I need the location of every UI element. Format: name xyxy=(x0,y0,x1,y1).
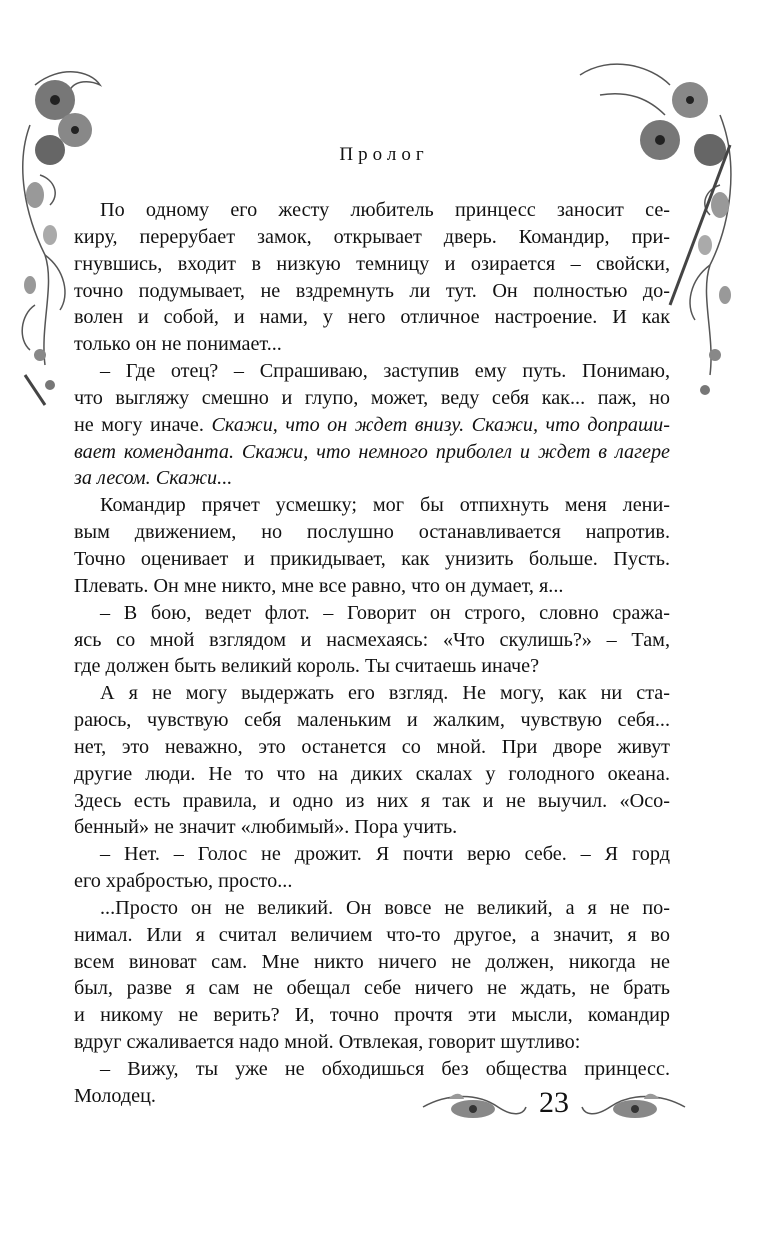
text-line: нимал. Или я считал величием что-то другое, а значит, я во xyxy=(74,923,670,946)
text-line: был, разве я сам не обещал себе ничего не ждать, не брать xyxy=(74,977,670,1000)
text-line: гнувшись, входит в низкую темницу и озирается – свойски, xyxy=(74,252,670,275)
text-line: не могу иначе. Скажи, что он ждет внизу. Скажи, что допраши- xyxy=(74,413,670,436)
text-line: – Вижу, ты уже не обходишься без общества принцесс. xyxy=(100,1058,670,1080)
text-line: – Где отец? – Спрашиваю, заступив ему путь. Понимаю, xyxy=(100,360,670,383)
text-line: вает коменданта. Скажи, что немного приболел и ждет в лагере xyxy=(74,440,670,463)
page-number: 23 xyxy=(539,1086,569,1119)
text-line: бенный» не значит «любимый». Пора учить. xyxy=(74,816,458,839)
text-line: волен и собой, и нами, у него отличное настроение. И как xyxy=(74,306,670,329)
text-line: вдруг сжаливается надо мной. Отвлекая, говорит шутливо: xyxy=(74,1031,581,1054)
text-line: его храбростью, просто... xyxy=(74,870,293,893)
text-line: По одному его жесту любитель принцесс заносит се- xyxy=(100,199,670,221)
text-line: Молодец. xyxy=(74,1084,156,1107)
text-line: раюсь, чувствую себя маленьким и жалким, чувствую себя... xyxy=(74,709,670,732)
text-line: Плевать. Он мне никто, мне все равно, что он думает, я... xyxy=(74,574,564,597)
text-line: только он не понимает... xyxy=(74,333,282,356)
text-line: всем виноват сам. Мне никто ничего не должен, никогда не xyxy=(74,950,670,973)
text-line: другие люди. Не то что на диких скалах у голодного океана. xyxy=(74,762,670,785)
text-line: нет, это неважно, это останется со мной. При дворе живут xyxy=(74,735,670,758)
text-line: Здесь есть правила, и одно из них я так и не выучил. «Осо- xyxy=(74,789,670,812)
text-line: Точно оценивает и прикидывает, как унизить больше. Пусть. xyxy=(74,547,670,570)
text-line: – Нет. – Голос не дрожит. Я почти верю себе. – Я горд xyxy=(100,843,670,866)
text-line: А я не могу выдержать его взгляд. Не могу, как ни ста- xyxy=(100,682,670,705)
text-line: что выгляжу смешно и глупо, может, веду себя как... паж, но xyxy=(74,386,670,409)
body-text xyxy=(74,197,670,1110)
chapter-title: Пролог xyxy=(339,144,429,165)
text-line: и никому не верить? И, точно прочтя эти мысли, командир xyxy=(74,1004,670,1027)
text-line: ...Просто он не великий. Он вовсе не великий, а я не по- xyxy=(100,896,670,919)
text-line: Командир прячет усмешку; мог бы отпихнуть меня лени- xyxy=(100,494,670,517)
text-line: – В бою, ведет флот. – Говорит он строго, словно сража- xyxy=(100,601,670,624)
text-line: ясь со мной взглядом и насмехаясь: «Что скулишь?» – Там, xyxy=(74,628,670,651)
text-line: где должен быть великий король. Ты считаешь иначе? xyxy=(74,655,540,678)
text-line: за лесом. Скажи... xyxy=(74,467,233,490)
text-line: киру, перерубает замок, открывает дверь. Командир, при- xyxy=(74,225,670,248)
text-line: точно подумывает, не вздремнуть ли тут. Он полностью до- xyxy=(74,279,670,302)
text-line: вым движением, но послушно останавливается напротив. xyxy=(74,521,670,544)
